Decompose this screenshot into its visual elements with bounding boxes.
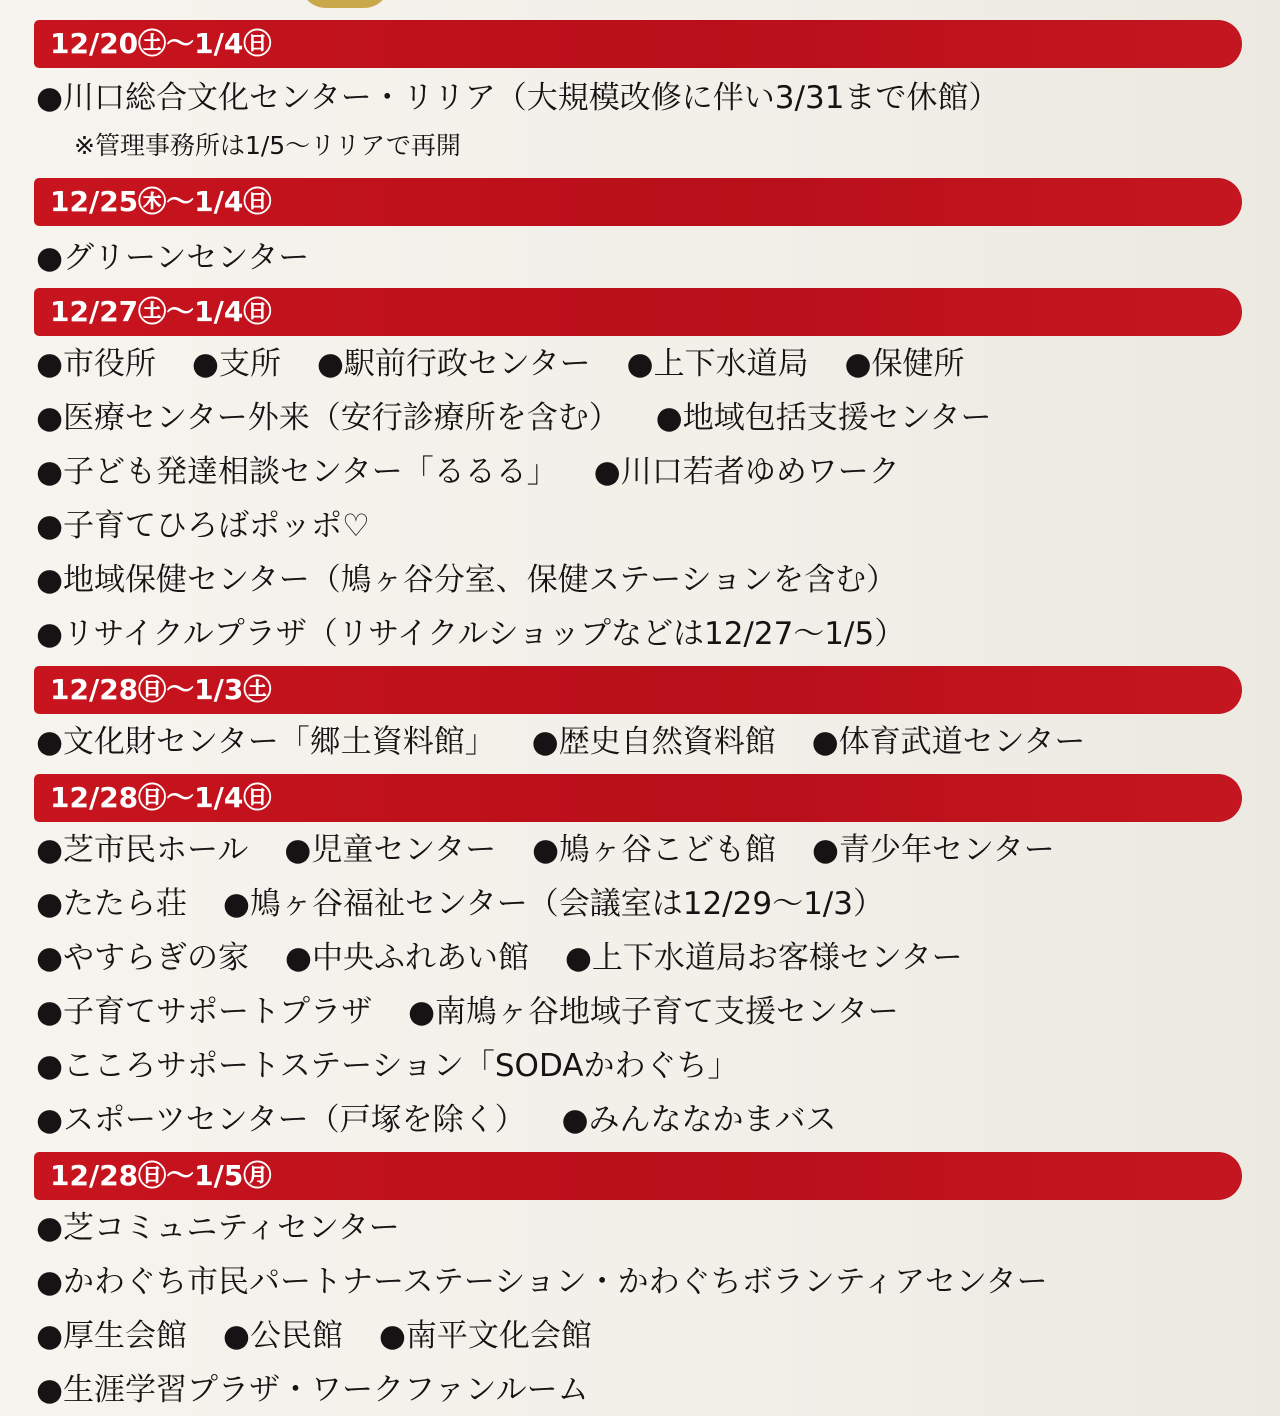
facility-item: ●こころサポートステーション「SODAかわぐち」: [36, 1048, 739, 1084]
facility-item: ●鳩ヶ谷福祉センター（会議室は12/29〜1/3）: [222, 886, 884, 922]
facility-item: ●子育てサポートプラザ: [36, 994, 373, 1030]
facility-row: [36, 1370, 589, 1410]
facility-item: ●駅前行政センター: [316, 346, 591, 382]
facility-item: ●川口総合文化センター・リリア（大規模改修に伴い3/31まで休館）: [36, 80, 1000, 116]
date-band: [34, 666, 1242, 714]
facility-item: ●川口若者ゆめワーク: [593, 454, 900, 490]
facility-item: ●南平文化会館: [378, 1318, 592, 1354]
facility-row: [36, 78, 999, 118]
facility-item: ●支所: [191, 346, 281, 382]
date-label: 12/25㊍〜1/4㊐: [50, 185, 272, 218]
facility-item: ●歴史自然資料館: [531, 724, 776, 760]
facility-item: ●かわぐち市民パートナーステーション・かわぐちボランティアセンター: [36, 1264, 1048, 1300]
facility-row: [36, 344, 965, 384]
facility-item: ●児童センター: [284, 832, 497, 868]
facility-item: ●上下水道局: [626, 346, 809, 382]
facility-item: ●芝市民ホール: [36, 832, 249, 868]
facility-note: ※管理事務所は1/5〜リリアで再開: [74, 131, 461, 160]
facility-row: [36, 938, 963, 978]
facility-item: ●保健所: [844, 346, 965, 382]
date-band: [34, 178, 1242, 226]
facility-item: ●生涯学習プラザ・ワークファンルーム: [36, 1372, 589, 1408]
facility-item: ●スポーツセンター（戸塚を除く）: [36, 1102, 526, 1138]
facility-item: ●リサイクルプラザ（リサイクルショップなどは12/27〜1/5）: [36, 616, 906, 652]
date-label: 12/20㊏〜1/4㊐: [50, 27, 272, 60]
facility-row: [36, 992, 899, 1032]
facility-item: ●文化財センター「郷土資料館」: [36, 724, 496, 760]
date-label: 12/27㊏〜1/4㊐: [50, 295, 272, 328]
facility-item: ●みんななかまバス: [561, 1102, 837, 1138]
facility-item: ●芝コミュニティセンター: [36, 1210, 400, 1246]
facility-item: ●医療センター外来（安行診療所を含む）: [36, 400, 620, 436]
facility-item: ●たたら荘: [36, 886, 188, 922]
facility-item: ●南鳩ヶ谷地域子育て支援センター: [407, 994, 899, 1030]
facility-row: [36, 1046, 739, 1086]
facility-item: ●厚生会館: [36, 1318, 188, 1354]
facility-row: [36, 614, 905, 654]
facility-row: [36, 830, 1055, 870]
date-band: [34, 20, 1242, 68]
facility-row: [36, 398, 991, 438]
facility-item: ●公民館: [222, 1318, 343, 1354]
date-band: [34, 774, 1242, 822]
facility-item: ●子ども発達相談センター「るるる」: [36, 454, 558, 490]
facility-row: [36, 238, 309, 278]
facility-row: [36, 506, 370, 546]
facility-row: [36, 1100, 837, 1140]
facility-row: [36, 722, 1085, 762]
facility-item: ●市役所: [36, 346, 157, 382]
facility-row: [36, 452, 900, 492]
facility-item: ●中央ふれあい館: [284, 940, 529, 976]
facility-item: ●地域包括支援センター: [655, 400, 992, 436]
facility-row: [36, 884, 884, 924]
facility-item: ●上下水道局お客様センター: [564, 940, 963, 976]
facility-row: [36, 560, 897, 600]
date-band: [34, 288, 1242, 336]
facility-item: ●鳩ヶ谷こども館: [531, 832, 777, 868]
facility-row: [36, 1208, 400, 1248]
facility-row: [36, 1262, 1048, 1302]
facility-row: [36, 1316, 592, 1356]
top-ornament: [300, 0, 390, 8]
facility-item: ●地域保健センター（鳩ヶ谷分室、保健ステーションを含む）: [36, 562, 897, 598]
facility-item: ●子育てひろばポッポ♡: [36, 508, 370, 544]
date-label: 12/28㊐〜1/4㊐: [50, 781, 272, 814]
date-label: 12/28㊐〜1/3㊏: [50, 673, 272, 706]
facility-item: ●グリーンセンター: [36, 240, 310, 276]
date-band: [34, 1152, 1242, 1200]
facility-item: ●体育武道センター: [811, 724, 1086, 760]
facility-item: ●やすらぎの家: [36, 940, 250, 976]
date-label: 12/28㊐〜1/5㊊: [50, 1159, 272, 1192]
facility-item: ●青少年センター: [811, 832, 1055, 868]
